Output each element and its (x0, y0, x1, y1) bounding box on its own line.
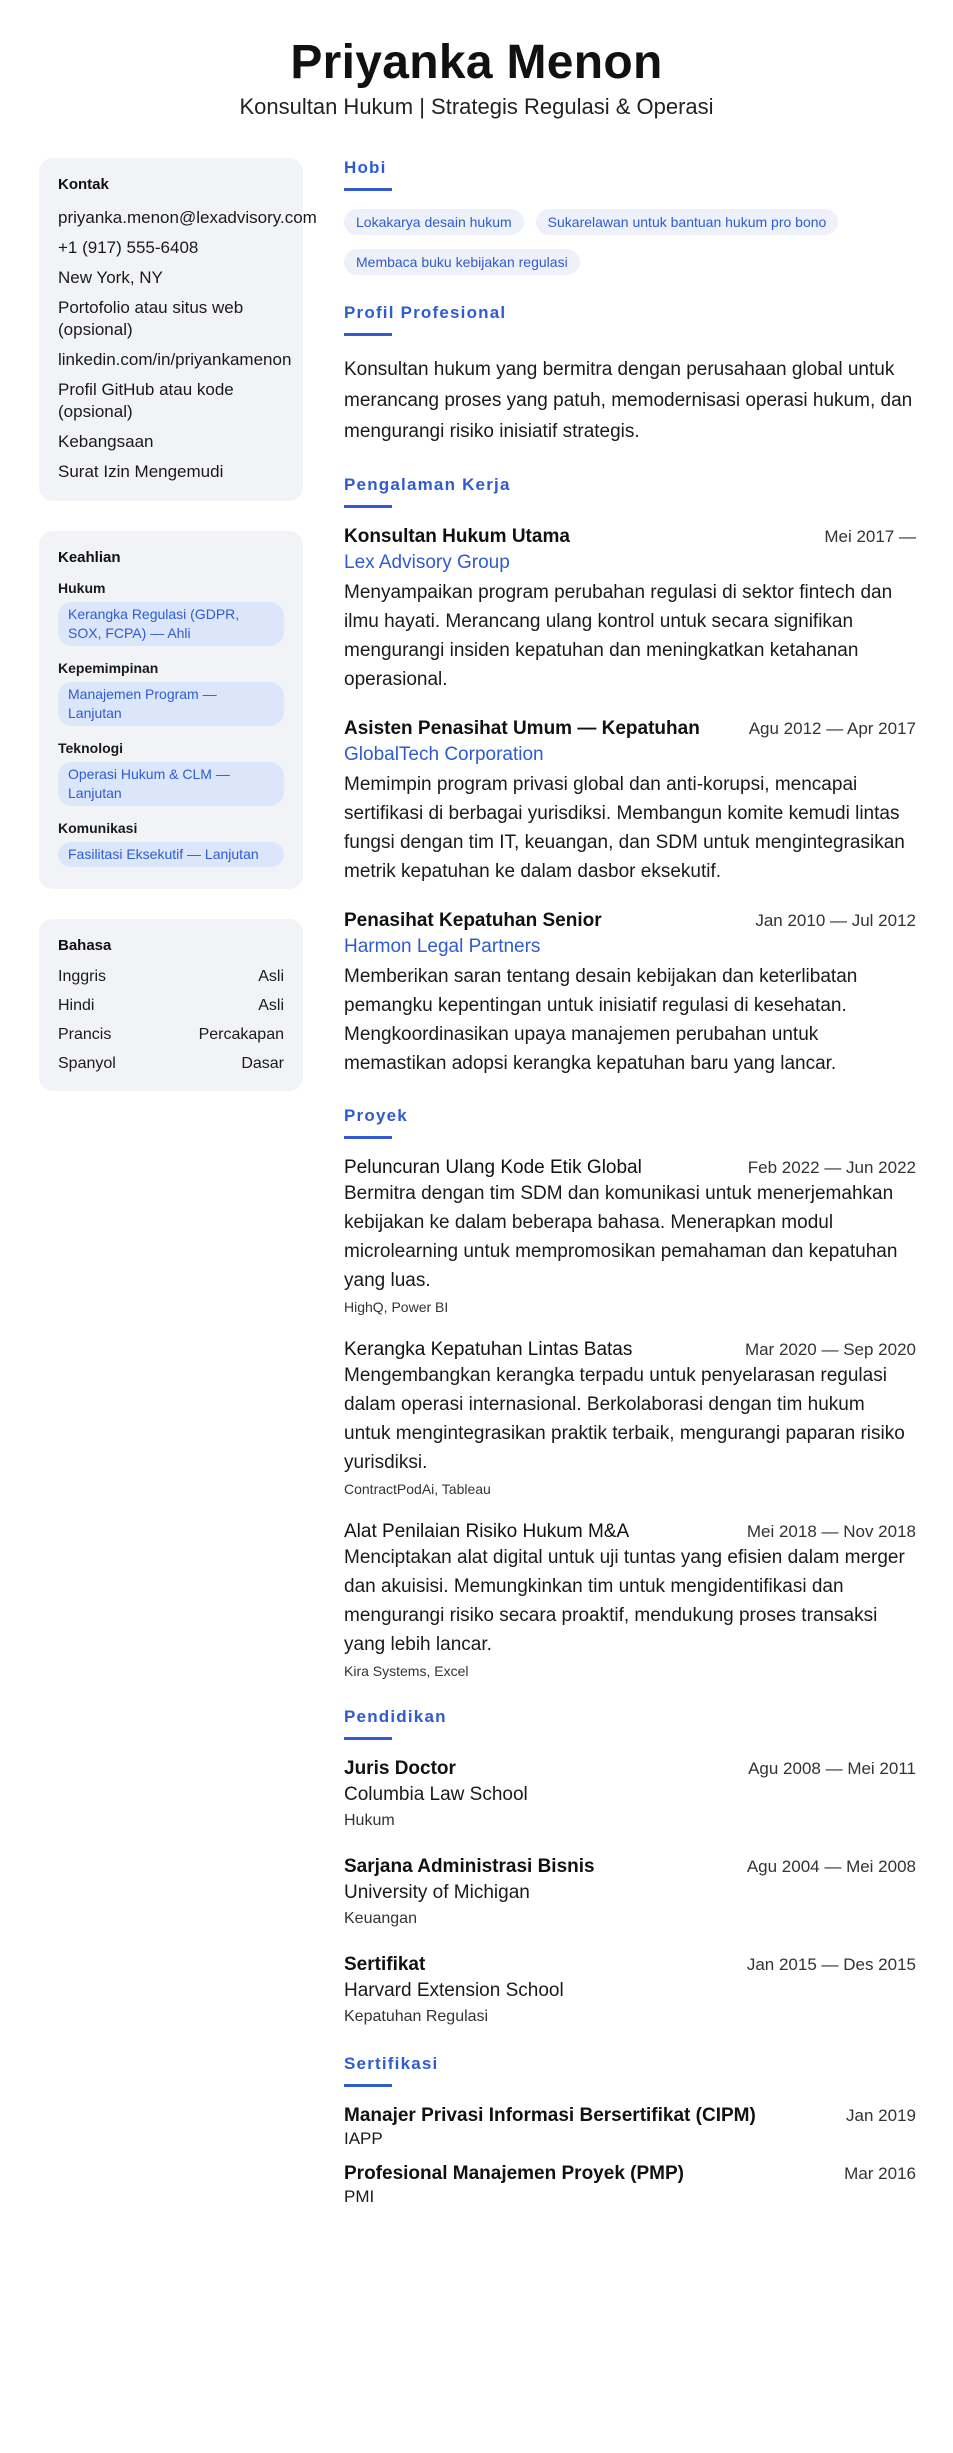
language-name: Spanyol (58, 1055, 116, 1072)
project-date: Mar 2020 — Sep 2020 (744, 1340, 916, 1359)
skill-pill: Manajemen Program — Lanjutan (58, 682, 284, 726)
certification-entry (344, 2105, 916, 2149)
field-of-study: Kepatuhan Regulasi (344, 2008, 489, 2025)
certification-name: Profesional Manajemen Proyek (PMP) (344, 2163, 684, 2184)
languages-title: Bahasa (58, 937, 112, 954)
education-entry (344, 1758, 916, 1830)
contact-title: Kontak (58, 176, 109, 193)
degree-name: Juris Doctor (344, 1758, 456, 1779)
language-level: Asli (258, 997, 284, 1014)
contact-portfolio[interactable]: Portofolio atau situs web (opsional) (58, 298, 244, 339)
skills-title: Keahlian (58, 549, 121, 566)
section-title: Proyek (344, 1106, 408, 1125)
certification-date: Mar 2016 (844, 2164, 916, 2183)
hobbies-section (344, 158, 916, 275)
project-description: Mengembangkan kerangka terpadu untuk penyelarasan regulasi dalam operasi internasional. Berkolaborasi dengan tim hukum untuk mengintegrasikan praktik terbaik, mengurangi paparan risiko yurisdiksi. (344, 1365, 905, 1473)
education-entry (344, 1856, 916, 1928)
skill-pill: Kerangka Regulasi (GDPR, SOX, FCPA) — Ahli (58, 602, 284, 646)
job-description: Memimpin program privasi global dan anti-korupsi, mencapai sertifikasi di berbagai yurisdiksi. Membangun komite kemudi lintas fungsi dengan tim IT, keuangan, dan SDM untuk mengintegrasikan metrik kepatuhan ke dalam dasbor eksekutif. (344, 774, 905, 882)
hobby-tag: Membaca buku kebijakan regulasi (344, 249, 580, 275)
project-entry (344, 1339, 916, 1497)
section-divider (344, 1737, 392, 1740)
company-name: Harmon Legal Partners (344, 936, 541, 957)
job-description: Menyampaikan program perubahan regulasi di sektor fintech dan ilmu hayati. Merancang ulang kontrol untuk secara signifikan mengurangi insiden kepatuhan dan meningkatkan ketahanan operasional. (344, 582, 893, 690)
job-date: Agu 2012 — Apr 2017 (748, 719, 916, 738)
candidate-subtitle: Konsultan Hukum | Strategis Regulasi & Operasi (239, 94, 714, 119)
field-of-study: Hukum (344, 1812, 395, 1829)
section-divider (344, 333, 392, 336)
language-level: Asli (258, 968, 284, 985)
contact-card (39, 158, 317, 501)
project-name: Peluncuran Ulang Kode Etik Global (344, 1157, 642, 1178)
certification-name: Manajer Privasi Informasi Bersertifikat (CIPM) (344, 2105, 756, 2126)
degree-name: Sarjana Administrasi Bisnis (344, 1856, 595, 1877)
contact-github[interactable]: Profil GitHub atau kode (opsional) (58, 380, 234, 421)
resume-header (0, 0, 953, 120)
job-description: Memberikan saran tentang desain kebijakan dan keterlibatan pemangku kepentingan untuk inisiatif regulasi di kesehatan. Mengkoordinasikan upaya manajemen perubahan untuk memastikan adopsi kerangka kepatuhan baru yang lancar. (344, 966, 858, 1074)
field-of-study: Keuangan (344, 1910, 417, 1927)
candidate-name: Priyanka Menon (290, 36, 663, 89)
contact-email[interactable]: priyanka.menon@lexadvisory.com (58, 208, 317, 227)
job-title: Penasihat Kepatuhan Senior (344, 910, 602, 931)
experience-entry (344, 718, 916, 886)
section-divider (344, 505, 392, 508)
skill-pill: Operasi Hukum & CLM — Lanjutan (58, 762, 284, 806)
project-name: Alat Penilaian Risiko Hukum M&A (344, 1521, 630, 1542)
section-title: Sertifikasi (344, 2054, 439, 2073)
section-title: Profil Profesional (344, 303, 507, 322)
language-row (58, 997, 284, 1015)
education-section (344, 1707, 916, 2026)
skill-group-title: Komunikasi (58, 820, 138, 836)
project-tools: HighQ, Power BI (344, 1299, 449, 1315)
contact-nationality: Kebangsaan (58, 432, 154, 451)
project-tools: Kira Systems, Excel (344, 1663, 469, 1679)
skill-group-title: Kepemimpinan (58, 660, 159, 676)
languages-card (39, 919, 303, 1091)
education-entry (344, 1954, 916, 2026)
project-name: Kerangka Kepatuhan Lintas Batas (344, 1339, 633, 1360)
skills-card (39, 531, 303, 889)
project-description: Bermitra dengan tim SDM dan komunikasi untuk menerjemahkan kebijakan ke dalam beberapa bahasa. Menerapkan modul microlearning untuk mempromosikan pemahaman dan kepatuhan yang luas. (344, 1183, 898, 1291)
project-tools: ContractPodAi, Tableau (344, 1481, 491, 1497)
project-date: Feb 2022 — Jun 2022 (747, 1158, 916, 1177)
language-level: Dasar (241, 1055, 284, 1072)
school-name: Columbia Law School (344, 1784, 528, 1805)
section-title: Pendidikan (344, 1707, 447, 1726)
profile-summary: Konsultan hukum yang bermitra dengan perusahaan global untuk merancang proses yang patuh, memodernisasi operasi hukum, dan mengurangi risiko inisiatif strategis. (344, 359, 913, 442)
project-entry (344, 1521, 916, 1679)
language-row (58, 1026, 284, 1044)
project-date: Mei 2018 — Nov 2018 (746, 1522, 916, 1541)
experience-section (344, 475, 916, 1078)
skill-group-title: Hukum (58, 580, 106, 596)
contact-phone[interactable]: +1 (917) 555-6408 (58, 238, 199, 257)
projects-section (344, 1106, 916, 1679)
job-title: Asisten Penasihat Umum — Kepatuhan (344, 718, 700, 739)
language-name: Hindi (58, 997, 95, 1014)
main-content (344, 158, 916, 2235)
experience-entry (344, 526, 916, 694)
project-entry (344, 1157, 916, 1315)
language-row (58, 968, 284, 986)
school-name: University of Michigan (344, 1882, 530, 1903)
sidebar (39, 158, 317, 1121)
contact-linkedin[interactable]: linkedin.com/in/priyankamenon (58, 350, 292, 369)
hobby-tag: Lokakarya desain hukum (344, 209, 524, 235)
certifications-section (344, 2054, 916, 2207)
experience-entry (344, 910, 916, 1078)
skill-group-title: Teknologi (58, 740, 124, 756)
company-name: Lex Advisory Group (344, 552, 510, 573)
language-row (58, 1055, 284, 1073)
education-date: Agu 2004 — Mei 2008 (746, 1857, 916, 1876)
job-date: Jan 2010 — Jul 2012 (755, 911, 916, 930)
section-divider (344, 188, 392, 191)
school-name: Harvard Extension School (344, 1980, 564, 2001)
certification-issuer: IAPP (344, 2129, 383, 2148)
degree-name: Sertifikat (344, 1954, 426, 1975)
language-name: Inggris (58, 968, 107, 985)
education-date: Jan 2015 — Des 2015 (746, 1955, 916, 1974)
contact-license: Surat Izin Mengemudi (58, 462, 224, 481)
profile-section (344, 303, 916, 447)
contact-location: New York, NY (58, 268, 163, 287)
language-name: Prancis (58, 1026, 112, 1043)
certification-issuer: PMI (344, 2187, 375, 2206)
hobby-list (344, 209, 916, 275)
job-date: Mei 2017 — (824, 527, 916, 546)
job-title: Konsultan Hukum Utama (344, 526, 570, 547)
skill-pill: Fasilitasi Eksekutif — Lanjutan (58, 842, 284, 867)
hobby-tag: Sukarelawan untuk bantuan hukum pro bono (536, 209, 839, 235)
company-name: GlobalTech Corporation (344, 744, 544, 765)
section-title: Pengalaman Kerja (344, 475, 511, 494)
project-description: Menciptakan alat digital untuk uji tuntas yang efisien dalam merger dan akuisisi. Memungkinkan tim untuk mengidentifikasi dan mengurangi risiko secara proaktif, mendukung proses transaksi yang lebih lancar. (344, 1547, 905, 1655)
certification-date: Jan 2019 (846, 2106, 916, 2125)
education-date: Agu 2008 — Mei 2011 (748, 1759, 916, 1778)
section-divider (344, 2084, 392, 2087)
certification-entry (344, 2163, 916, 2207)
language-level: Percakapan (198, 1026, 284, 1043)
section-divider (344, 1136, 392, 1139)
section-title: Hobi (344, 158, 387, 177)
